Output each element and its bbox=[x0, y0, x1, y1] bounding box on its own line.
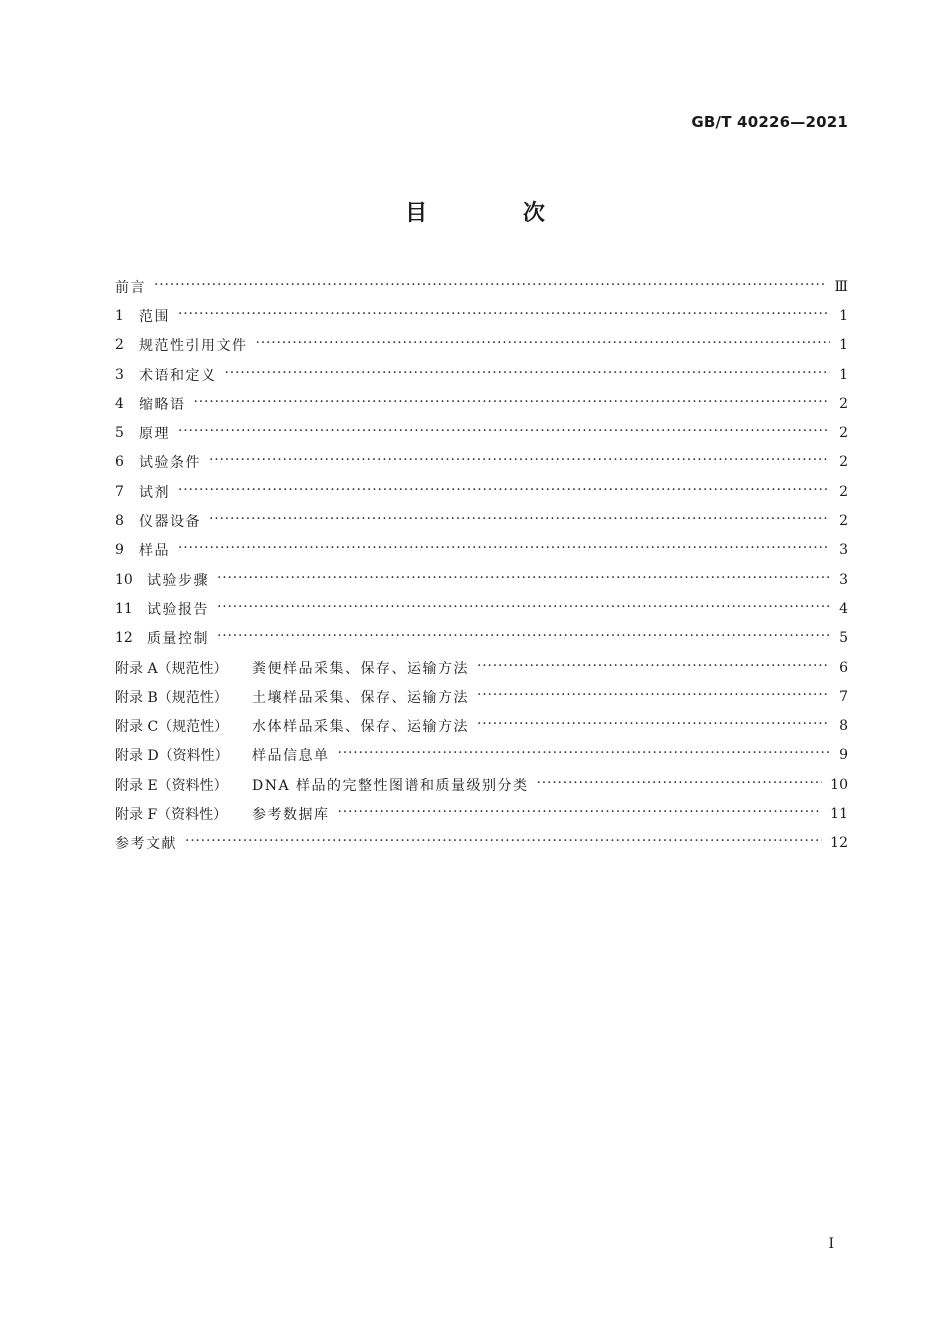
toc-leader bbox=[477, 718, 830, 734]
toc-entry-label: 土壤样品采集、保存、运输方法 bbox=[252, 689, 469, 706]
toc-entry-12[interactable] bbox=[115, 624, 848, 653]
toc-entry-page: 11 bbox=[830, 805, 848, 822]
toc-entry-1[interactable] bbox=[115, 301, 848, 330]
toc-entry-2[interactable] bbox=[115, 331, 848, 360]
toc-leader bbox=[477, 689, 830, 705]
toc-entry-label: 试验报告 bbox=[147, 601, 209, 618]
toc-leader bbox=[217, 572, 830, 588]
toc-entry-page: 2 bbox=[839, 454, 848, 471]
toc-entry-number: 附录 F（资料性） bbox=[115, 806, 228, 823]
toc-leader bbox=[178, 484, 830, 500]
toc-entry-11[interactable] bbox=[115, 594, 848, 623]
toc-entry-number: 8 bbox=[115, 513, 124, 530]
toc-entry-3[interactable] bbox=[115, 360, 848, 389]
toc-leader bbox=[256, 337, 831, 353]
toc-entry-10[interactable] bbox=[115, 565, 848, 594]
toc-entry-label: 仪器设备 bbox=[139, 514, 201, 531]
toc-entry-label: 试剂 bbox=[139, 484, 170, 501]
toc-entry-appendix-e[interactable] bbox=[115, 770, 848, 799]
toc-entry-page: 6 bbox=[839, 659, 848, 676]
toc-entry-number: 9 bbox=[115, 542, 124, 559]
toc-entry-label: 样品 bbox=[139, 543, 170, 560]
toc-entry-label: 参考文献 bbox=[115, 836, 177, 853]
toc-leader bbox=[477, 660, 830, 676]
toc-entry-label: 粪便样品采集、保存、运输方法 bbox=[252, 660, 469, 677]
toc-entry-4[interactable] bbox=[115, 389, 848, 418]
toc-leader bbox=[194, 396, 831, 412]
toc-entry-7[interactable] bbox=[115, 477, 848, 506]
toc-entry-page: 1 bbox=[839, 366, 848, 383]
toc-entry-page: 2 bbox=[839, 513, 848, 530]
toc-entry-page: 2 bbox=[839, 395, 848, 412]
toc-entry-number: 附录 C（规范性） bbox=[115, 719, 229, 736]
standard-number: GB/T 40226—2021 bbox=[691, 113, 848, 131]
toc-entry-page: 4 bbox=[839, 600, 848, 617]
toc-entry-label: 试验步骤 bbox=[147, 572, 209, 589]
toc-entry-page: 1 bbox=[839, 307, 848, 324]
toc-entry-appendix-a[interactable] bbox=[115, 653, 848, 682]
toc-entry-label: 缩略语 bbox=[139, 396, 186, 413]
toc-entry-label: 质量控制 bbox=[147, 631, 209, 648]
toc-entry-number: 6 bbox=[115, 454, 124, 471]
toc-entry-appendix-b[interactable] bbox=[115, 682, 848, 711]
toc-entry-number: 12 bbox=[115, 630, 133, 647]
toc-entry-page: 2 bbox=[839, 483, 848, 500]
toc-entry-label: 范围 bbox=[139, 308, 170, 325]
toc-leader bbox=[338, 806, 823, 822]
toc-entry-number: 4 bbox=[115, 395, 124, 412]
toc-entry-number: 10 bbox=[115, 571, 133, 588]
toc-entry-page: 12 bbox=[830, 835, 848, 852]
toc-entry-label: 参考数据库 bbox=[252, 806, 330, 823]
toc-entry-label: DNA 样品的完整性图谱和质量级别分类 bbox=[252, 777, 529, 794]
table-of-contents bbox=[115, 272, 848, 858]
toc-entry-number: 7 bbox=[115, 483, 124, 500]
toc-leader bbox=[225, 367, 831, 383]
toc-entry-page: 3 bbox=[839, 571, 848, 588]
toc-entry-5[interactable] bbox=[115, 418, 848, 447]
toc-entry-number: 附录 A（规范性） bbox=[115, 660, 228, 677]
toc-entry-label: 样品信息单 bbox=[252, 748, 330, 765]
toc-leader bbox=[209, 513, 830, 529]
toc-leader bbox=[217, 630, 830, 646]
toc-entry-page: 8 bbox=[839, 718, 848, 735]
toc-leader bbox=[185, 835, 822, 851]
toc-leader bbox=[178, 308, 830, 324]
toc-entry-page: 9 bbox=[839, 747, 848, 764]
toc-entry-number: 1 bbox=[115, 307, 124, 324]
toc-entry-number: 附录 B（规范性） bbox=[115, 689, 228, 706]
toc-leader bbox=[217, 601, 830, 617]
toc-entry-label: 试验条件 bbox=[139, 455, 201, 472]
toc-leader bbox=[537, 777, 823, 793]
toc-leader bbox=[178, 542, 830, 558]
toc-entry-page: 2 bbox=[839, 425, 848, 442]
toc-entry-page: Ⅲ bbox=[834, 278, 848, 295]
toc-entry-label: 原理 bbox=[139, 426, 170, 443]
toc-entry-label: 术语和定义 bbox=[139, 367, 217, 384]
toc-entry-preface[interactable] bbox=[115, 272, 848, 301]
toc-entry-appendix-f[interactable] bbox=[115, 799, 848, 828]
toc-entry-appendix-d[interactable] bbox=[115, 741, 848, 770]
toc-entry-page: 5 bbox=[839, 630, 848, 647]
toc-entry-page: 3 bbox=[839, 542, 848, 559]
toc-entry-label: 水体样品采集、保存、运输方法 bbox=[252, 719, 469, 736]
toc-leader bbox=[178, 425, 830, 441]
toc-leader bbox=[338, 747, 831, 763]
toc-entry-page: 10 bbox=[830, 776, 848, 793]
toc-entry-number: 3 bbox=[115, 366, 124, 383]
toc-leader bbox=[209, 454, 830, 470]
toc-entry-references[interactable] bbox=[115, 829, 848, 858]
toc-entry-label: 规范性引用文件 bbox=[139, 338, 248, 355]
toc-entry-page: 1 bbox=[839, 337, 848, 354]
toc-entry-number: 2 bbox=[115, 337, 124, 354]
page-title: 目 次 bbox=[405, 201, 589, 226]
toc-leader bbox=[154, 279, 826, 295]
toc-entry-number: 11 bbox=[115, 600, 133, 617]
toc-entry-8[interactable] bbox=[115, 506, 848, 535]
toc-entry-number: 5 bbox=[115, 425, 124, 442]
page-number: I bbox=[828, 1236, 834, 1252]
toc-entry-number: 附录 D（资料性） bbox=[115, 748, 229, 765]
toc-entry-9[interactable] bbox=[115, 536, 848, 565]
toc-entry-appendix-c[interactable] bbox=[115, 711, 848, 740]
toc-entry-page: 7 bbox=[839, 688, 848, 705]
toc-entry-6[interactable] bbox=[115, 448, 848, 477]
toc-entry-number: 附录 E（资料性） bbox=[115, 777, 228, 794]
toc-entry-label: 前言 bbox=[115, 279, 146, 296]
